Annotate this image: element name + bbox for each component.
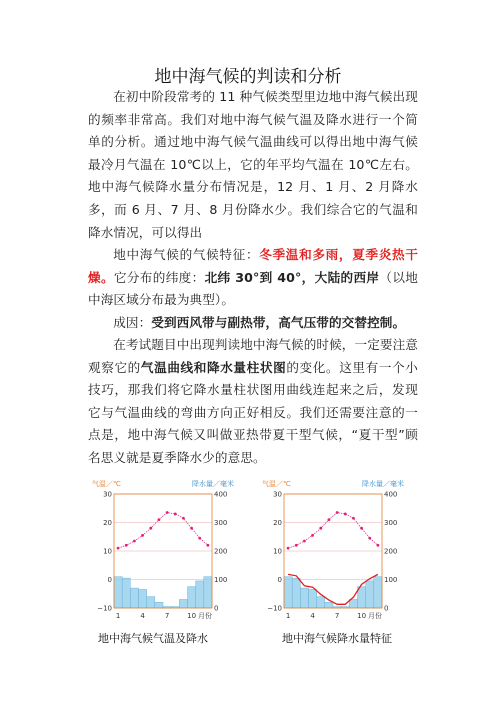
climate-chart-2-svg bbox=[258, 476, 408, 624]
precip-bar bbox=[196, 581, 204, 608]
x-tick-label: 4 bbox=[310, 612, 315, 620]
x-tick-label: 7 bbox=[164, 612, 170, 620]
paragraph-features bbox=[88, 244, 418, 312]
temperature-point bbox=[166, 511, 169, 514]
x-tick-label: 10 bbox=[187, 612, 197, 620]
precip-bar bbox=[309, 589, 317, 608]
x-tick-label: 10 bbox=[357, 612, 367, 620]
y2-tick-label: 100 bbox=[214, 576, 228, 584]
tips-part-a: 在考试题目中出现判读地中海气候的时候，一定要注意观察它的 bbox=[88, 337, 418, 375]
temperature-point bbox=[141, 534, 144, 537]
precip-bar bbox=[155, 602, 163, 608]
precip-bar bbox=[130, 588, 138, 608]
climate-chart-2 bbox=[258, 476, 408, 624]
paragraph-cause bbox=[88, 312, 418, 335]
temperature-point bbox=[352, 517, 355, 520]
temperature-point bbox=[328, 518, 331, 521]
y2-axis-label: 降水量／毫米 bbox=[362, 480, 404, 488]
temperature-point bbox=[311, 534, 314, 537]
temperature-point bbox=[303, 540, 306, 543]
tips-part-c: 的变化。这里有一个小技巧，那我们将它降水量柱状图用曲线连起来之后，发现它与气温曲线的弯曲方向正好相反。我们还需要注意的一点是，地中海气候又叫做亚热带夏干型气候，“夏干型”顾名思义就是夏季降水少的意思。 bbox=[88, 359, 419, 465]
y-tick-label: 20 bbox=[273, 519, 282, 527]
y-tick-label: 0 bbox=[277, 576, 282, 584]
y-tick-label: 20 bbox=[103, 519, 112, 527]
climate-feature: 冬季温和多雨，夏季炎热干燥。 bbox=[88, 247, 418, 285]
x-tick-label: 1 bbox=[285, 612, 291, 620]
climate-chart-1 bbox=[88, 476, 238, 624]
features-lead: 地中海气候的气候特征： bbox=[113, 247, 260, 262]
temperature-point bbox=[125, 544, 128, 547]
caption-chart-2: 地中海气候降水量特征 bbox=[282, 632, 392, 645]
temperature-point bbox=[360, 527, 363, 530]
precip-bar bbox=[179, 599, 187, 608]
temperature-point bbox=[117, 547, 120, 550]
temperature-point bbox=[287, 547, 290, 550]
y2-tick-label: 400 bbox=[384, 490, 398, 499]
y-axis-label: 气温／℃ bbox=[92, 480, 121, 488]
temperature-line bbox=[118, 513, 208, 549]
precip-bar bbox=[284, 577, 292, 608]
temperature-point bbox=[377, 544, 380, 547]
y2-tick-label: 0 bbox=[384, 604, 389, 613]
temperature-point bbox=[207, 544, 210, 547]
tips-emphasis: 气温曲线和降水量柱状图 bbox=[140, 359, 287, 375]
temperature-point bbox=[174, 513, 177, 516]
temperature-point bbox=[368, 537, 371, 540]
precip-bar bbox=[366, 581, 374, 608]
temperature-point bbox=[190, 527, 193, 530]
y2-tick-label: 400 bbox=[214, 490, 228, 499]
y2-tick-label: 300 bbox=[214, 519, 228, 527]
precip-bar bbox=[300, 588, 308, 608]
precip-bar bbox=[292, 578, 300, 608]
precip-bar bbox=[139, 589, 147, 608]
y2-axis-label: 降水量／毫米 bbox=[192, 480, 234, 488]
precip-bar bbox=[317, 597, 325, 608]
x-axis-label: 月份 bbox=[368, 612, 382, 620]
y-axis-label: 气温／℃ bbox=[262, 480, 291, 488]
cause-lead: 成因： bbox=[113, 315, 152, 330]
precip-bar bbox=[114, 577, 122, 608]
precip-bar bbox=[349, 599, 357, 608]
precip-bar bbox=[147, 597, 155, 608]
y-tick-label: 10 bbox=[273, 547, 282, 556]
temperature-point bbox=[149, 527, 152, 530]
y2-tick-label: 200 bbox=[384, 547, 398, 556]
x-tick-label: 7 bbox=[334, 612, 340, 620]
y2-tick-label: 0 bbox=[214, 604, 219, 613]
cause-text: 受到西风带与副热带，高气压带的交替控制。 bbox=[151, 315, 406, 330]
latitude-lead: 它分布的纬度： bbox=[113, 269, 205, 285]
temperature-point bbox=[319, 527, 322, 530]
x-axis-label: 月份 bbox=[198, 612, 212, 620]
x-tick-label: 4 bbox=[140, 612, 145, 620]
y-tick-label: −10 bbox=[267, 604, 282, 613]
y-tick-label: 10 bbox=[103, 547, 112, 556]
precip-bar bbox=[325, 602, 333, 608]
y-tick-label: 0 bbox=[107, 576, 112, 584]
latitude-tail: （以地中海区域分布最为典型）。 bbox=[88, 269, 418, 308]
y2-tick-label: 300 bbox=[384, 519, 398, 527]
y-tick-label: 30 bbox=[103, 490, 112, 499]
y-tick-label: −10 bbox=[97, 604, 112, 613]
page-title: 地中海气候的判读和分析 bbox=[154, 67, 342, 87]
latitude-range: 北纬 30°到 40°，大陆的西岸 bbox=[204, 269, 380, 285]
climate-chart-1-svg bbox=[88, 476, 238, 624]
precip-bar bbox=[122, 578, 130, 608]
paragraph-tips bbox=[88, 334, 418, 470]
y2-tick-label: 100 bbox=[384, 576, 398, 584]
caption-chart-1: 地中海气候气温及降水 bbox=[98, 632, 208, 645]
temperature-point bbox=[295, 544, 298, 547]
temperature-point bbox=[198, 537, 201, 540]
temperature-line bbox=[288, 513, 378, 549]
x-tick-label: 1 bbox=[115, 612, 121, 620]
temperature-point bbox=[344, 513, 347, 516]
precip-bar bbox=[204, 577, 212, 608]
temperature-point bbox=[133, 540, 136, 543]
y-tick-label: 30 bbox=[273, 490, 282, 499]
precip-bar bbox=[188, 587, 196, 608]
paragraph-intro: 在初中阶段常考的 11 种气候类型里边地中海气候出现的频率非常高。我们对地中海气候气温及降水进行一个简单的分析。通过地中海气候气温曲线可以得出地中海气候最冷月气温在 10℃以上，它的年平均气温在 10℃左右。地中海气候降水量分布情况是，12 月、1 月、2 月降水多，而 6 月、7 月、8 月份降水少。我们综合它的气温和降水情况，可以得出 bbox=[88, 89, 418, 240]
precip-bar bbox=[374, 577, 382, 608]
temperature-point bbox=[182, 517, 185, 520]
temperature-point bbox=[158, 518, 161, 521]
temperature-point bbox=[336, 511, 339, 514]
y2-tick-label: 200 bbox=[214, 547, 228, 556]
